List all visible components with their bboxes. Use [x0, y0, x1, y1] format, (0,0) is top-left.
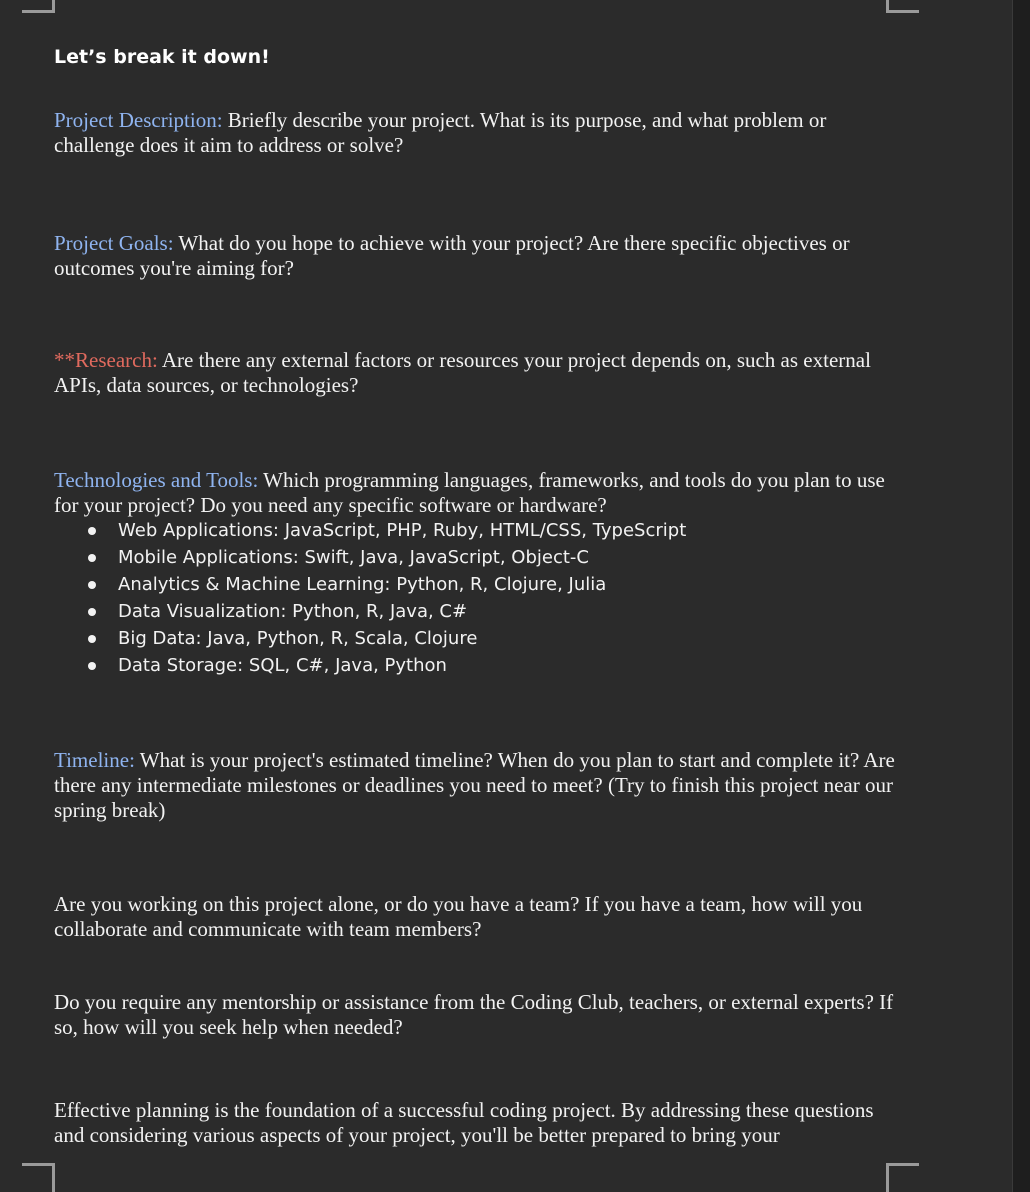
goals-paragraph	[54, 231, 899, 281]
bullet-icon	[88, 581, 96, 589]
technologies-text: Which programming languages, frameworks, and tools do you plan to use for your project? Do you need any specific software or hardware?	[54, 468, 885, 517]
research-paragraph	[54, 348, 899, 398]
crop-mark-bottom-right	[886, 1163, 919, 1192]
description-text: Briefly describe your project. What is its purpose, and what problem or challenge does it aim to address or solve?	[54, 108, 827, 157]
page-edge-scroll-area	[1012, 0, 1030, 1192]
crop-mark-top-right	[886, 0, 919, 13]
list-item: Data Visualization: Python, R, Java, C#	[54, 598, 686, 625]
bullet-icon	[88, 635, 96, 643]
technologies-label: Technologies and Tools:	[54, 468, 259, 492]
team-paragraph: Are you working on this project alone, or do you have a team? If you have a team, how will you collaborate and communicate with team members?	[54, 892, 863, 941]
list-item: Web Applications: JavaScript, PHP, Ruby, HTML/CSS, TypeScript	[54, 517, 686, 544]
description-label: Project Description:	[54, 108, 223, 132]
bullet-icon	[88, 554, 96, 562]
list-item: Data Storage: SQL, C#, Java, Python	[54, 652, 686, 679]
goals-label: Project Goals:	[54, 231, 174, 255]
timeline-label: Timeline:	[54, 748, 135, 772]
research-label: **Research:	[54, 348, 158, 372]
research-text: Are there any external factors or resources your project depends on, such as external APIs, data sources, or technologies?	[54, 348, 871, 397]
description-paragraph	[54, 108, 899, 158]
technologies-paragraph	[54, 468, 899, 518]
bullet-icon	[88, 608, 96, 616]
timeline-text: What is your project's estimated timeline? When do you plan to start and complete it? Are there any intermediate milestones or deadlines you need to meet? (Try to finish this project near our spring break)	[54, 748, 895, 822]
bullet-icon	[88, 527, 96, 535]
timeline-paragraph	[54, 748, 899, 823]
crop-mark-bottom-left	[22, 1163, 55, 1192]
closing-paragraph: Effective planning is the foundation of a successful coding project. By addressing these questions and considering various aspects of your project, you'll be better prepared to bring your	[54, 1098, 874, 1147]
page-heading: Let’s break it down!	[54, 46, 270, 68]
list-item: Big Data: Java, Python, R, Scala, Clojure	[54, 625, 686, 652]
list-item: Mobile Applications: Swift, Java, JavaScript, Object-C	[54, 544, 686, 571]
technologies-list	[54, 517, 686, 679]
list-item: Analytics & Machine Learning: Python, R, Clojure, Julia	[54, 571, 686, 598]
bullet-icon	[88, 662, 96, 670]
mentorship-paragraph: Do you require any mentorship or assistance from the Coding Club, teachers, or external experts? If so, how will you seek help when needed?	[54, 990, 894, 1039]
goals-text: What do you hope to achieve with your project? Are there specific objectives or outcomes you're aiming for?	[54, 231, 850, 280]
crop-mark-top-left	[22, 0, 55, 13]
